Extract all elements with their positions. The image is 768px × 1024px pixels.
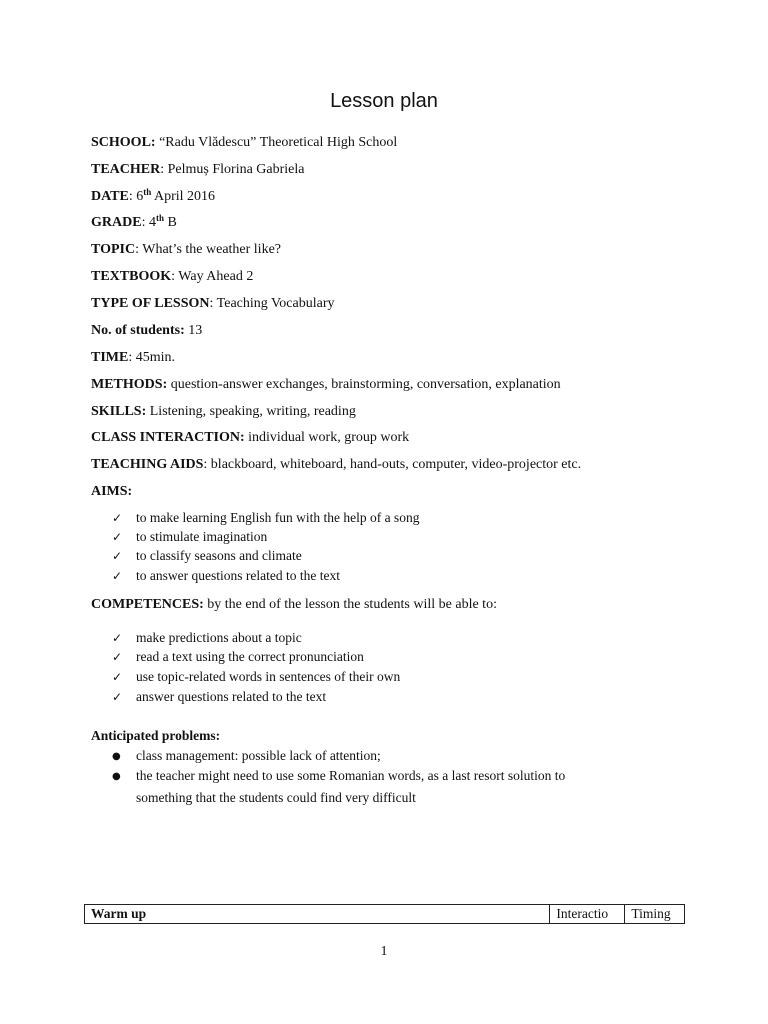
type-of-lesson-field [91,295,335,313]
checkmark-icon: ✓ [112,631,123,645]
aims-label: AIMS: [91,484,133,499]
table-row [85,905,685,924]
teaching-aids-value: : blackboard, whiteboard, hand-outs, computer, video-projector etc. [203,457,582,472]
competences-list-item [112,688,326,706]
timing-header-cell: Timing [625,905,685,924]
checkmark-icon: ✓ [112,670,123,684]
grade-label: GRADE [91,215,142,230]
date-ordinal-suffix: th [143,187,152,197]
school-field [91,134,397,152]
aim-text: to make learning English fun with the help of a song [136,510,420,525]
aims-heading [91,483,132,501]
methods-label: METHODS: [91,377,168,392]
class-interaction-field [91,429,409,447]
class-interaction-value: individual work, group work [244,430,410,445]
topic-label: TOPIC [91,242,136,257]
competences-value: by the end of the lesson the students will be able to: [203,597,497,612]
aims-list-item [112,567,340,585]
teacher-field [91,161,305,179]
bullet-icon: ● [112,751,121,762]
skills-field [91,403,356,421]
teacher-value: : Pelmuș Florina Gabriela [160,162,305,177]
anticipated-problem-text: class management: possible lack of attention; [136,748,381,763]
checkmark-icon: ✓ [112,650,123,664]
grade-ordinal-suffix: th [155,213,164,223]
anticipated-problem-item [112,747,381,767]
no-of-students-label: No. of students: [91,323,185,338]
competences-list-item [112,629,302,647]
checkmark-icon: ✓ [112,549,123,563]
school-value: “Radu Vlădescu” Theoretical High School [155,135,398,150]
no-of-students-value: 13 [184,323,203,338]
no-of-students-field [91,322,202,340]
textbook-field [91,268,253,286]
checkmark-icon: ✓ [112,511,123,525]
date-value-rest: April 2016 [151,189,216,204]
teaching-aids-field [91,456,581,474]
time-value: : 45min. [128,350,176,365]
topic-value: : What’s the weather like? [135,242,281,257]
bullet-icon: ● [112,771,121,782]
textbook-label: TEXTBOOK [91,269,172,284]
competence-text: read a text using the correct pronunciation [136,649,364,664]
competence-text: make predictions about a topic [136,630,302,645]
aims-list-item [112,547,302,565]
teacher-label: TEACHER [91,162,161,177]
checkmark-icon: ✓ [112,530,123,544]
aim-text: to answer questions related to the text [136,568,340,583]
checkmark-icon: ✓ [112,690,123,704]
methods-value: question-answer exchanges, brainstorming, conversation, explanation [167,377,561,392]
class-interaction-label: CLASS INTERACTION: [91,430,245,445]
grade-field [91,214,177,232]
aims-list-item [112,528,267,546]
skills-value: Listening, speaking, writing, reading [146,404,356,419]
time-label: TIME [91,350,129,365]
grade-value-number: : 4 [141,215,156,230]
document-title: Lesson plan [330,90,438,112]
competences-list-item [112,668,400,686]
competences-field [91,596,497,614]
date-field [91,188,215,206]
time-field [91,349,175,367]
stage-name-cell: Warm up [85,905,550,924]
lesson-stage-table [84,904,685,924]
aim-text: to classify seasons and climate [136,548,302,563]
type-of-lesson-label: TYPE OF LESSON [91,296,210,311]
competence-text: answer questions related to the text [136,689,327,704]
anticipated-problems-heading: Anticipated problems: [91,728,221,743]
date-label: DATE [91,189,129,204]
textbook-value: : Way Ahead 2 [171,269,254,284]
grade-value-rest: B [163,215,177,230]
competences-list-item [112,648,364,666]
type-of-lesson-value: : Teaching Vocabulary [209,296,335,311]
anticipated-problem-item [112,767,565,787]
school-label: SCHOOL: [91,135,156,150]
page-number: 1 [380,944,388,959]
checkmark-icon: ✓ [112,569,123,583]
interaction-header-cell: Interactio [550,905,625,924]
date-value-day: : 6 [128,189,144,204]
competence-text: use topic-related words in sentences of their own [136,669,401,684]
topic-field [91,241,281,259]
anticipated-problem-text: the teacher might need to use some Romanian words, as a last resort solution to [136,768,566,783]
aims-list-item [112,509,419,527]
skills-label: SKILLS: [91,404,147,419]
teaching-aids-label: TEACHING AIDS [91,457,204,472]
aim-text: to stimulate imagination [136,529,268,544]
competences-label: COMPETENCES: [91,597,204,612]
methods-field [91,376,561,394]
anticipated-problem-continuation: something that the students could find very difficult [136,790,416,805]
